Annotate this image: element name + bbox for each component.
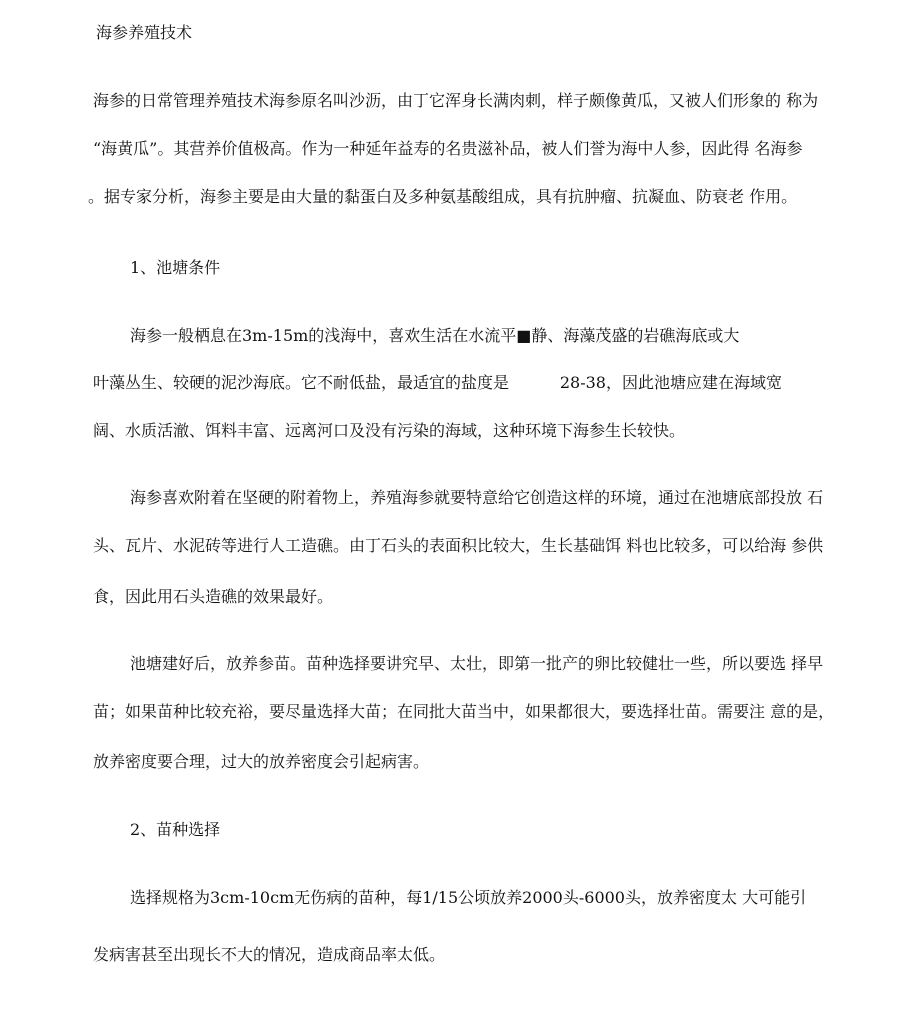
paragraph-line: 发病害甚至出现长不大的情况，造成商品率太低。 — [93, 945, 446, 964]
paragraph-line: 叶藻丛生、较硬的泥沙海底。它不耐低盐，最适宜的盐度是 28-38，因此池塘应建在海域宽 — [93, 373, 782, 392]
document-title: 海参养殖技术 — [96, 23, 193, 42]
paragraph-line: 池塘建好后，放养参苗。苗种选择要讲究早、太壮，即第一批产的卵比较健壮一些，所以要选 择早 — [130, 654, 824, 673]
paragraph-line: 苗；如果苗种比较充裕，要尽量选择大苗；在同批大苗当中，如果都很大，要选择壮苗。需要注 意的是， — [93, 702, 835, 721]
paragraph-line: “海黄瓜”。其营养价值极高。作为一种延年益寿的名贵滋补品，被人们誉为海中人参，因此得 名海参 — [93, 139, 803, 158]
paragraph-line: 阔、水质活澈、饵料丰富、远离河口及没有污染的海域，这种环境下海参生长较快。 — [93, 421, 686, 440]
paragraph-line: 。据专家分析，海参主要是由大量的黏蛋白及多种氨基酸组成，具有抗肿瘤、抗凝血、防衰老 作用。 — [88, 187, 798, 206]
section-heading: 1、池塘条件 — [130, 258, 221, 277]
paragraph-line: 头、瓦片、水泥砖等进行人工造礁。由丁石头的表面积比较大，生长基础饵 料也比较多，可以给海 参供 — [93, 536, 824, 555]
paragraph-line: 放养密度要合理，过大的放养密度会引起病害。 — [93, 752, 430, 771]
paragraph-line: 海参的日常管理养殖技术海参原名叫沙沥，由丁它浑身长满肉刺，样子颇像黄瓜，又被人们形象的 称为 — [93, 91, 819, 110]
paragraph-line: 海参一般栖息在3m-15m的浅海中，喜欢生活在水流平■静、海藻茂盛的岩礁海底或大 — [130, 326, 740, 345]
paragraph-line: 食，因此用石头造礁的效果最好。 — [93, 587, 334, 606]
paragraph-line: 海参喜欢附着在坚硬的附着物上，养殖海参就要特意给它创造这样的环境，通过在池塘底部投放 石 — [130, 488, 824, 507]
paragraph-line: 选择规格为3cm-10cm无伤病的苗种，每1/15公顷放养2000头-6000头，放养密度太 大可能引 — [130, 888, 807, 907]
section-heading: 2、苗种选择 — [130, 820, 221, 839]
